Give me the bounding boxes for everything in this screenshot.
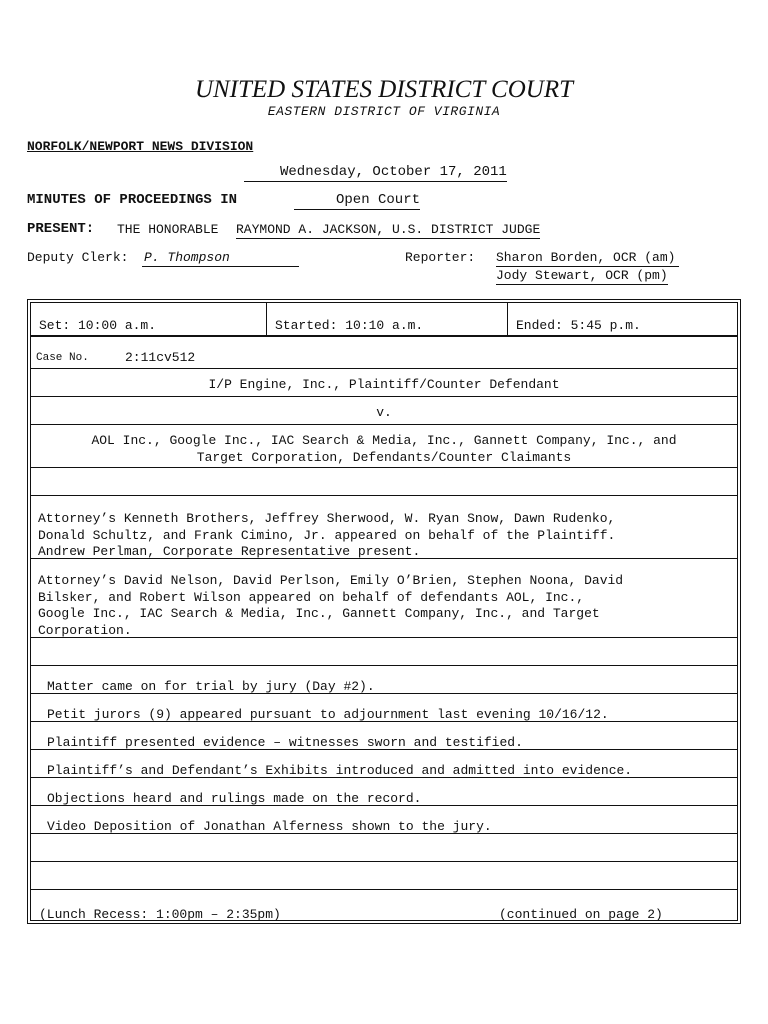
proceeding-row (31, 806, 737, 834)
set-time: Set: 10:00 a.m. (39, 318, 157, 333)
present-label: PRESENT: (27, 221, 95, 237)
versus-text: v. (376, 405, 392, 420)
plaintiff-row (31, 369, 737, 397)
proceeding-date: Wednesday, October 17, 2011 (244, 164, 507, 182)
case-number-label: Case No. (36, 352, 89, 364)
plaintiff-name: I/P Engine, Inc., Plaintiff/Counter Defendant (208, 377, 560, 392)
case-number-row (31, 336, 737, 369)
defendants-line: AOL Inc., Google Inc., IAC Search & Media, Inc., Gannett Company, Inc., and (91, 433, 677, 448)
proceeding-row (31, 666, 737, 694)
deputy-clerk-name: P. Thompson (142, 250, 299, 267)
proceeding-entry: Plaintiff presented evidence – witnesses sworn and testified. (47, 735, 523, 750)
defendants-line: Target Corporation, Defendants/Counter Claimants (196, 450, 572, 465)
versus-row (31, 397, 737, 425)
recess-row (31, 890, 737, 922)
proceeding-row (31, 694, 737, 722)
proceeding-entry: Plaintiff’s and Defendant’s Exhibits introduced and admitted into evidence. (47, 763, 633, 778)
reporter-label: Reporter: (405, 250, 476, 265)
proceeding-row (31, 722, 737, 750)
reporter-name: Jody Stewart, OCR (pm) (496, 268, 668, 283)
minutes-value: Open Court (294, 192, 420, 210)
present-prefix: THE HONORABLE (117, 222, 219, 237)
attorney-text-line: Corporation. (38, 623, 132, 638)
attorney-text-line: Google Inc., IAC Search & Media, Inc., Gannett Company, Inc., and Target (38, 606, 600, 621)
proceeding-entry: Video Deposition of Jonathan Alferness shown to the jury. (47, 819, 492, 834)
blank-row (31, 862, 737, 890)
attorney-text-line: Attorney’s David Nelson, David Perlson, Emily O’Brien, Stephen Noona, David (38, 573, 624, 588)
set-time-cell (31, 303, 267, 335)
defendants-row (31, 425, 737, 468)
proceeding-entry: Petit jurors (9) appeared pursuant to adjournment last evening 10/16/12. (47, 707, 609, 722)
attorney-text-line: Bilsker, and Robert Wilson appeared on behalf of defendants AOL, Inc., (38, 590, 585, 605)
times-row (31, 303, 737, 336)
division-name: NORFOLK/NEWPORT NEWS DIVISION (27, 139, 254, 154)
proceeding-row (31, 750, 737, 778)
lunch-recess: (Lunch Recess: 1:00pm – 2:35pm) (39, 907, 281, 922)
end-time: Ended: 5:45 p.m. (516, 318, 641, 333)
attorney-text-line: Donald Schultz, and Frank Cimino, Jr. appeared on behalf of the Plaintiff. (38, 528, 616, 543)
district-name: EASTERN DISTRICT OF VIRGINIA (267, 104, 501, 119)
case-number: 2:11cv512 (125, 350, 196, 365)
court-title: UNITED STATES DISTRICT COURT (194, 76, 574, 103)
deputy-clerk-label: Deputy Clerk: (27, 250, 129, 265)
attorney-text-line: Attorney’s Kenneth Brothers, Jeffrey Sherwood, W. Ryan Snow, Dawn Rudenko, (38, 511, 616, 526)
minutes-label: MINUTES OF PROCEEDINGS IN (27, 192, 238, 208)
minutes-table (27, 299, 741, 924)
proceeding-row (31, 778, 737, 806)
minutes-table-inner (30, 302, 738, 921)
defendant-attorneys-row (31, 559, 737, 638)
judge-name: RAYMOND A. JACKSON, U.S. DISTRICT JUDGE (236, 222, 541, 237)
proceeding-entry: Matter came on for trial by jury (Day #2). (47, 679, 375, 694)
plaintiff-attorneys-row (31, 496, 737, 559)
proceeding-entry: Objections heard and rulings made on the record. (47, 791, 422, 806)
start-time-cell (267, 303, 508, 335)
attorney-text-line: Andrew Perlman, Corporate Representative present. (38, 544, 421, 559)
end-time-cell (508, 303, 737, 335)
reporter-name: Sharon Borden, OCR (am) (496, 250, 679, 267)
continued-note: (continued on page 2) (499, 907, 663, 922)
blank-row (31, 834, 737, 862)
blank-row (31, 468, 737, 496)
blank-row (31, 638, 737, 666)
start-time: Started: 10:10 a.m. (275, 318, 424, 333)
